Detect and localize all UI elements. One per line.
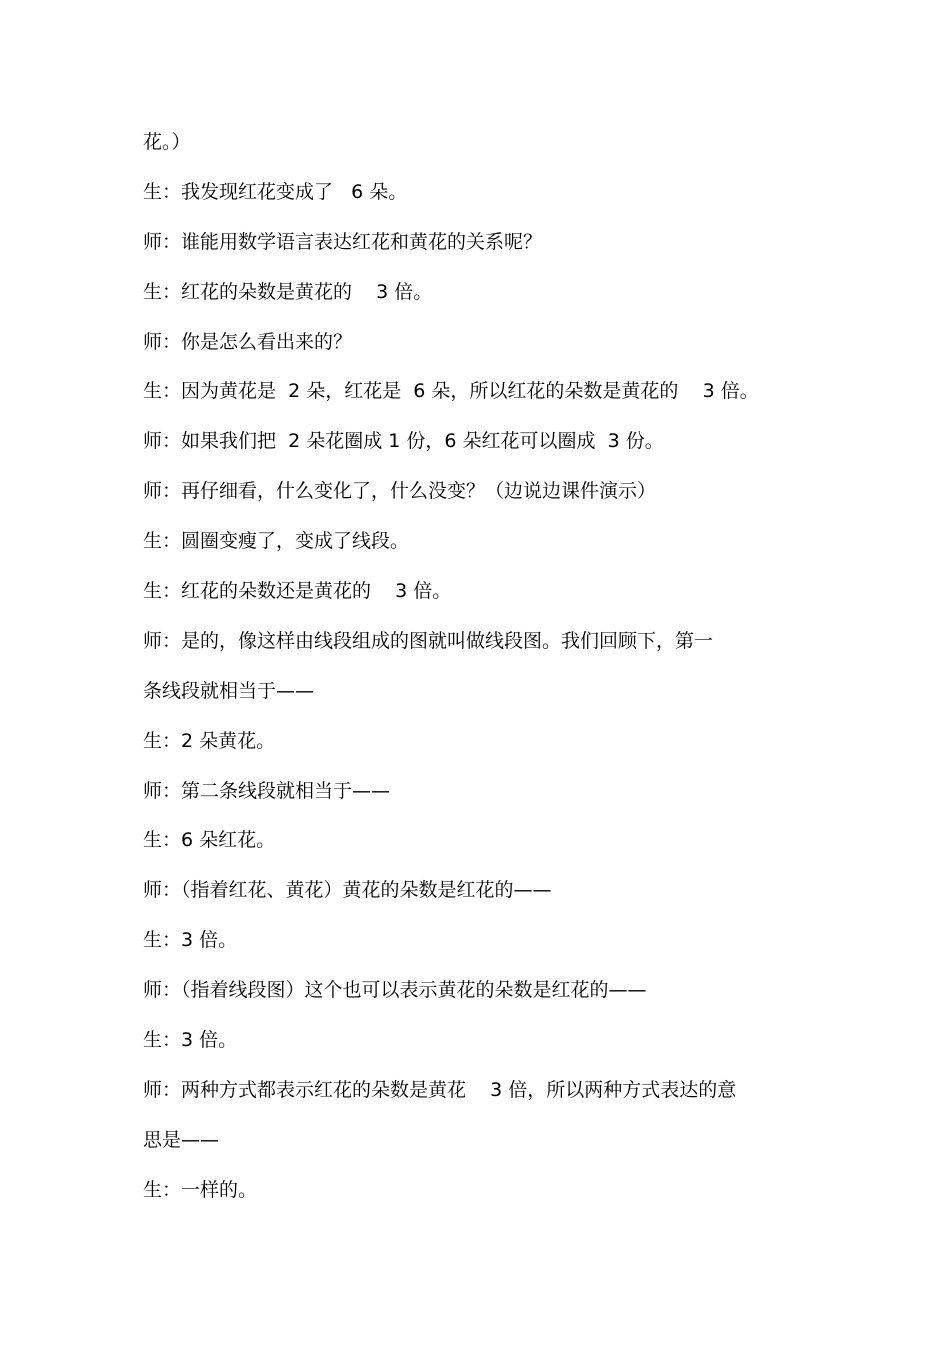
text-line: 师：如果我们把 2 朵花圈成 1 份，6 朵红花可以圈成 3 份。: [143, 430, 664, 453]
text-line: 师：谁能用数学语言表达红花和黄花的关系呢？: [143, 230, 543, 253]
text-line: 生：红花的朵数还是黄花的 3 倍。: [143, 580, 452, 603]
text-line: 师：（指着线段图）这个也可以表示黄花的朵数是红花的——: [143, 979, 647, 1002]
text-line: 生：一样的。: [143, 1178, 258, 1201]
text-line: 生：我发现红花变成了 6 朵。: [143, 180, 408, 203]
text-line: 生：因为黄花是 2 朵，红花是 6 朵，所以红花的朵数是黄花的 3 倍。: [143, 380, 759, 403]
text-line: 师：两种方式都表示红花的朵数是黄花 3 倍，所以两种方式表达的意: [143, 1078, 737, 1101]
text-line: 生：红花的朵数是黄花的 3 倍。: [143, 280, 433, 303]
text-line: 生：圆圈变瘦了，变成了线段。: [143, 530, 410, 553]
text-line: 生：3 倍。: [143, 1029, 238, 1052]
text-line: 条线段就相当于——: [143, 679, 315, 702]
text-line: 师：你是怎么看出来的？: [143, 330, 353, 353]
text-line: 花。）: [143, 131, 191, 153]
text-line: 生：2 朵黄花。: [143, 729, 276, 752]
text-line: 师：第二条线段就相当于——: [143, 779, 391, 802]
text-line: 师：再仔细看，什么变化了，什么没变？（边说边课件演示）: [143, 480, 657, 503]
text-line: 师：（指着红花、黄花）黄花的朵数是红花的——: [143, 879, 552, 902]
text-line: 思是——: [143, 1128, 220, 1151]
text-line: 生：6 朵红花。: [143, 829, 276, 852]
text-line: 师：是的，像这样由线段组成的图就叫做线段图。我们回顾下，第一: [143, 629, 714, 652]
dialogue-text: [143, 126, 823, 1224]
text-line: 生：3 倍。: [143, 929, 238, 952]
